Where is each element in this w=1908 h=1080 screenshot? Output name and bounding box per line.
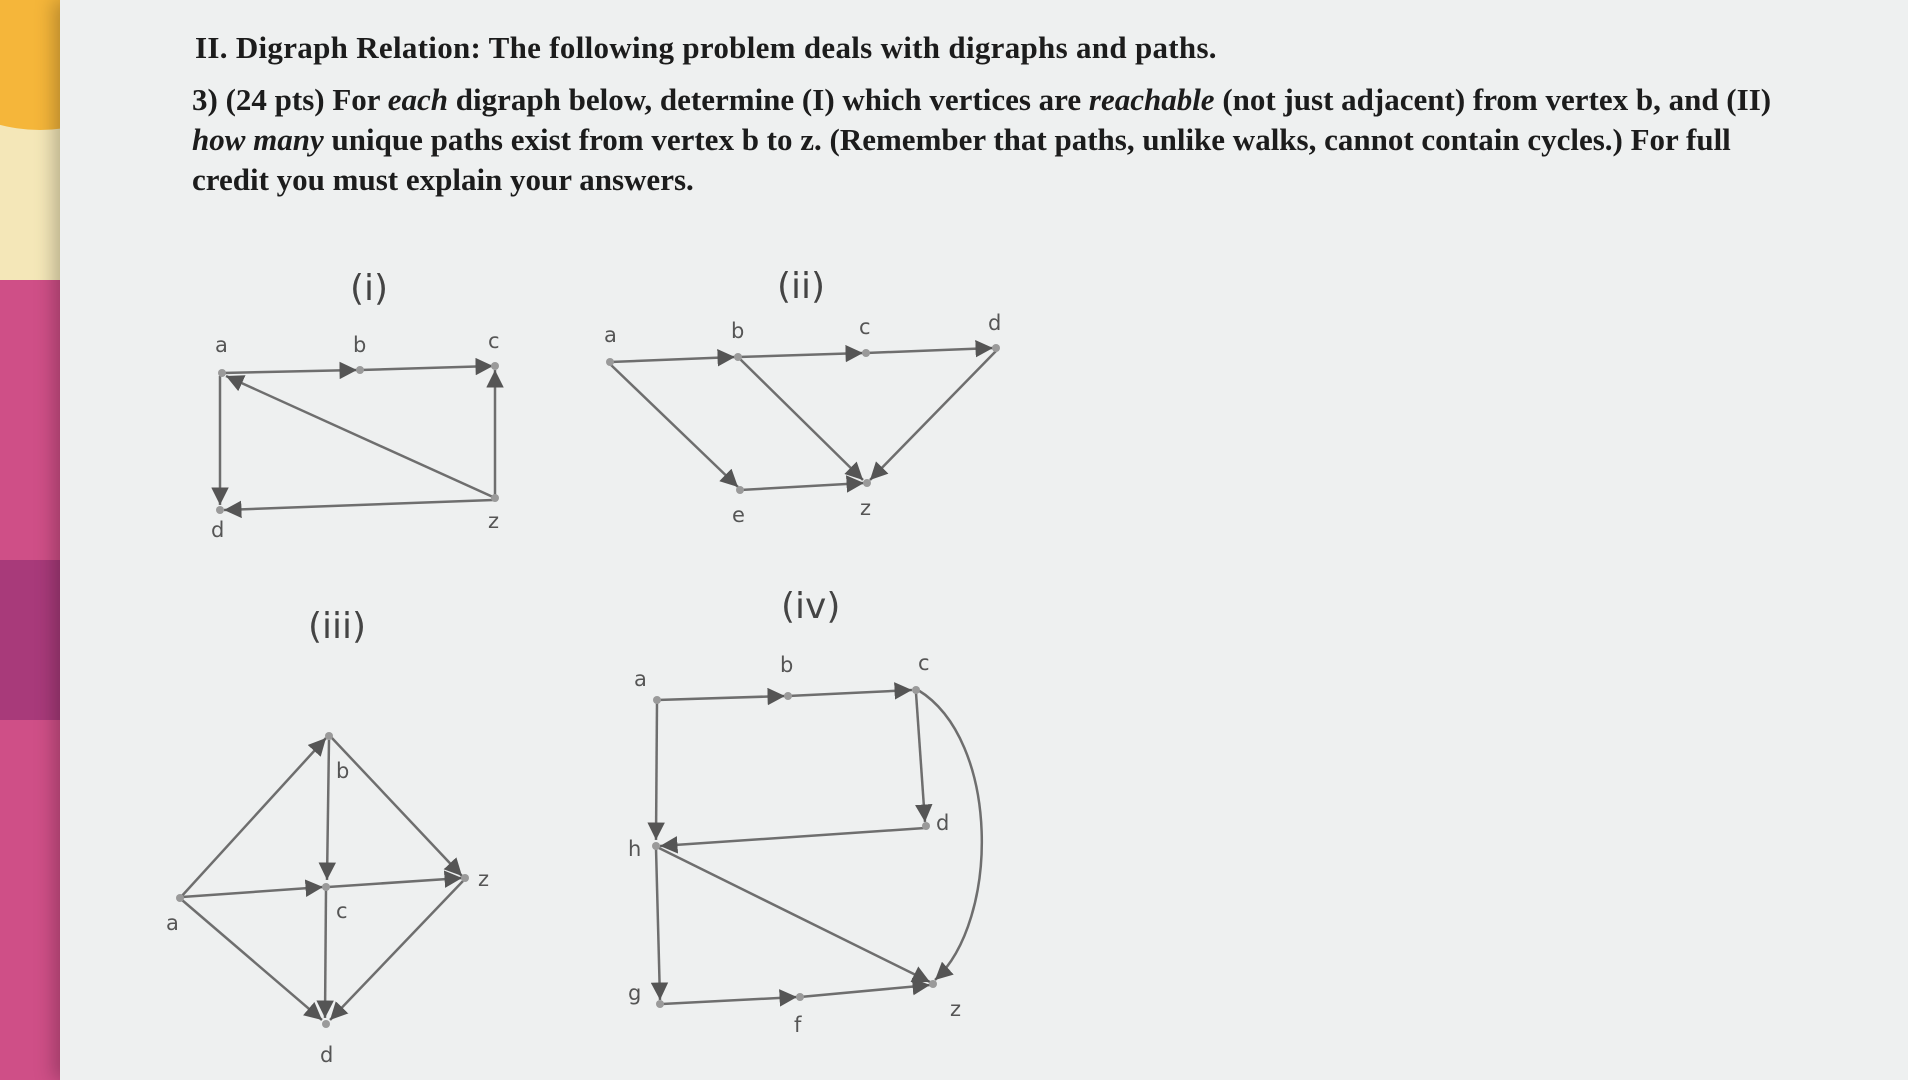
vertex-label-c: c <box>336 899 348 923</box>
digraph-iii <box>166 606 489 1067</box>
vertex-a <box>218 369 226 377</box>
edge-h-g <box>656 848 660 1000</box>
vertex-a <box>606 358 614 366</box>
edge-a-d <box>182 900 322 1020</box>
vertex-b <box>325 732 333 740</box>
vertex-z <box>491 494 499 502</box>
vertex-d <box>922 822 930 830</box>
vertex-label-d: d <box>211 518 225 542</box>
problem-text-part: (not just adjacent) from vertex b, and (II) <box>1222 82 1772 117</box>
vertex-b <box>734 353 742 361</box>
vertex-d <box>216 506 224 514</box>
edge-c-d <box>325 889 326 1018</box>
edge-z-d <box>330 881 463 1020</box>
vertex-label-z: z <box>478 867 490 891</box>
edge-c-d <box>916 693 925 822</box>
edge-d-h <box>660 828 925 846</box>
edge-a-h <box>656 702 657 840</box>
edge-a-b <box>657 696 785 700</box>
digraph-iv <box>628 586 982 1037</box>
vertex-label-h: h <box>628 837 642 861</box>
edge-f-z <box>800 985 930 997</box>
edge-z-d <box>224 500 493 510</box>
vertex-c <box>862 349 870 357</box>
vertex-label-c: c <box>918 651 930 675</box>
emphasis-how-many: how many <box>192 122 324 157</box>
vertex-label-z: z <box>860 496 872 520</box>
vertex-label-z: z <box>950 997 962 1021</box>
problem-number: 3) <box>192 82 218 117</box>
vertex-z <box>863 479 871 487</box>
vertex-b <box>784 692 792 700</box>
graph-label: (ii) <box>777 266 826 307</box>
vertex-g <box>656 1000 664 1008</box>
problem-text-part: unique paths exist from vertex b to z. (Remember that paths, unlike walks, cannot contain cycles.) For full credit you must explain your answers. <box>192 122 1731 197</box>
emphasis-each: each <box>387 82 449 117</box>
vertex-label-d: d <box>988 311 1002 335</box>
vertex-label-a: a <box>166 911 179 935</box>
edge-a-e <box>610 364 738 487</box>
vertex-label-a: a <box>215 333 228 357</box>
edge-b-c <box>738 353 863 357</box>
vertex-d <box>322 1020 330 1028</box>
vertex-label-b: b <box>780 653 794 677</box>
vertex-e <box>736 486 744 494</box>
vertex-z <box>461 874 469 882</box>
digraph-i <box>211 268 500 542</box>
vertex-label-f: f <box>794 1013 802 1037</box>
edge-h-z <box>659 848 930 982</box>
edge-b-c <box>327 740 329 880</box>
problem-text-part: For <box>332 82 380 117</box>
problem-points: (24 pts) <box>225 82 325 117</box>
vertex-z <box>929 980 937 988</box>
vertex-a <box>176 894 184 902</box>
vertex-label-a: a <box>634 667 647 691</box>
edge-a-b <box>610 357 735 362</box>
edge-c-d <box>866 348 993 353</box>
edge-c-z <box>918 690 982 980</box>
vertex-c <box>912 686 920 694</box>
edge-c-z <box>328 878 462 887</box>
vertex-label-z: z <box>488 509 500 533</box>
vertex-c <box>491 362 499 370</box>
vertex-label-b: b <box>353 333 367 357</box>
graph-label: (iv) <box>781 586 841 627</box>
vertex-label-c: c <box>488 329 500 353</box>
vertex-label-d: d <box>936 811 950 835</box>
vertex-label-b: b <box>731 319 745 343</box>
edge-a-b <box>222 370 357 373</box>
vertex-a <box>653 696 661 704</box>
edge-a-b <box>180 738 326 898</box>
edge-b-c <box>360 366 493 370</box>
edge-b-z <box>331 737 462 876</box>
graph-label: (i) <box>350 268 389 309</box>
edge-z-a <box>226 376 493 497</box>
section-title: II. Digraph Relation: The following problem deals with digraphs and paths. <box>195 30 1217 65</box>
graph-label: (iii) <box>308 606 367 647</box>
vertex-d <box>992 344 1000 352</box>
edge-b-z <box>740 359 863 480</box>
edge-b-c <box>788 690 912 696</box>
edge-e-z <box>740 483 864 490</box>
edge-a-c <box>182 887 323 897</box>
vertex-f <box>796 993 804 1001</box>
vertex-label-d: d <box>320 1043 334 1067</box>
problem-text-part: digraph below, determine (I) which vertices are <box>455 82 1082 117</box>
vertex-label-e: e <box>732 503 745 527</box>
vertex-label-a: a <box>604 323 617 347</box>
emphasis-reachable: reachable <box>1088 82 1215 117</box>
vertex-c <box>322 883 330 891</box>
vertex-label-b: b <box>336 759 350 783</box>
vertex-b <box>356 366 364 374</box>
vertex-h <box>652 842 660 850</box>
edge-g-f <box>662 997 797 1004</box>
digraph-ii <box>604 266 1001 527</box>
vertex-label-c: c <box>859 315 871 339</box>
edge-d-z <box>870 351 996 480</box>
vertex-label-g: g <box>628 981 642 1005</box>
